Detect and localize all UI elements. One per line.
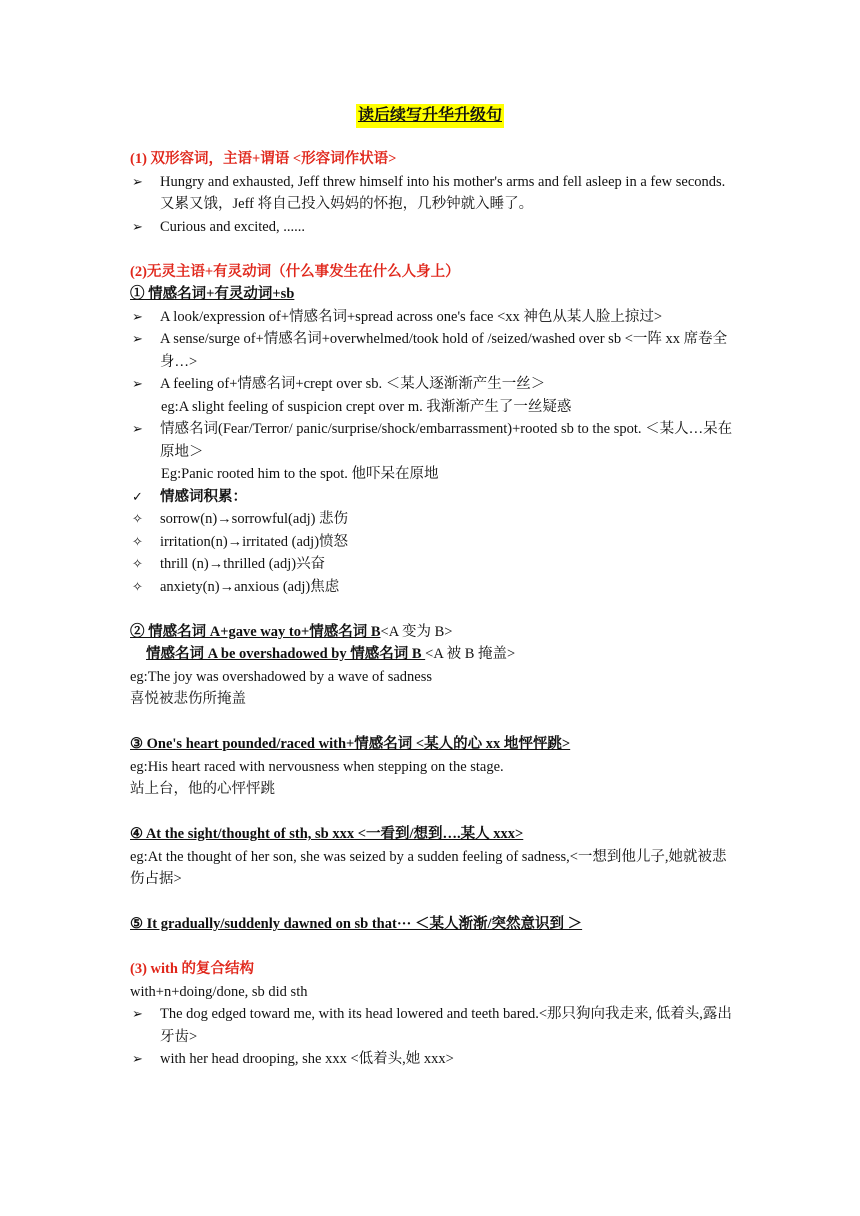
formula-line: with+n+doing/done, sb did sth	[130, 983, 308, 1000]
arrow-bullet-icon: ➢	[132, 421, 143, 436]
list-item	[130, 328, 735, 373]
star-bullet-icon: ✧	[132, 556, 143, 571]
document-body	[130, 148, 735, 1071]
section-1-heading: (1) 双形容词，主语+谓语 <形容词作状语>	[130, 151, 397, 167]
list-item	[130, 418, 735, 463]
list-item-text: A look/expression of+情感名词+spread across one's face <xx 神色从某人脸上掠过>	[160, 308, 663, 325]
list-item-text: A sense/surge of+情感名词+overwhelmed/took hold of /seized/washed over sb <一阵 xx 席卷全身…>	[160, 331, 728, 370]
subsection-4-heading: ④ At the sight/thought of sth, sb xxx <一看到/想到….某人 xxx>	[130, 826, 524, 842]
subsection-3-heading: ③ One's heart pounded/raced with+情感名词 <某人的心 xx 地怦怦跳>	[130, 736, 571, 752]
section-3-heading: (3) with 的复合结构	[130, 961, 255, 977]
list-item	[130, 306, 735, 329]
list-item	[130, 486, 735, 509]
word-item	[130, 531, 735, 554]
arrow-bullet-icon: ➢	[132, 376, 143, 391]
subsection-2-line-1	[130, 621, 735, 644]
list-item	[130, 1003, 735, 1048]
list-item	[130, 1048, 735, 1071]
word-item-text: irritation(n)→irritated (adj)愤怒	[160, 533, 349, 550]
arrow-bullet-icon: ➢	[132, 308, 143, 324]
list-item-text: Curious and excited, ......	[160, 218, 305, 235]
subsection-2-heading-alt: 情感名词 A be overshadowed by 情感名词 B	[146, 646, 426, 662]
word-item-text: thrill (n)→thrilled (adj)兴奋	[160, 556, 326, 572]
star-bullet-icon: ✧	[132, 533, 143, 549]
subsection-2-line-2	[130, 643, 735, 666]
subsection-1-heading: ① 情感名词+有灵动词+sb	[130, 286, 295, 302]
subsection-5-heading: ⑤ It gradually/suddenly dawned on sb that··· ＜某人渐渐/突然意识到 ＞	[130, 916, 583, 932]
list-item	[130, 216, 735, 239]
word-item	[130, 553, 735, 576]
section-2-heading: (2)无灵主语+有灵动词（什么事发生在什么人身上）	[130, 263, 460, 280]
list-item-text: The dog edged toward me, with its head lowered and teeth bared.<那只狗向我走来, 低着头,露出牙齿>	[160, 1006, 732, 1045]
list-item-text: with her head drooping, she xxx <低着头,她 xxx>	[160, 1051, 454, 1067]
arrow-bullet-icon: ➢	[132, 1006, 143, 1021]
word-item-text: anxiety(n)→anxious (adj)焦虑	[160, 578, 340, 595]
star-bullet-icon: ✧	[132, 511, 143, 526]
arrow-bullet-icon: ➢	[132, 173, 143, 189]
page-title: 读后续写升华升级句	[356, 104, 504, 128]
check-bullet-icon: ✓	[132, 488, 143, 504]
list-item	[130, 171, 735, 216]
arrow-bullet-icon: ➢	[132, 218, 143, 234]
list-item-text: Hungry and exhausted, Jeff threw himself into his mother's arms and fell asleep in a few seconds. 又累又饿，Jeff 将自己投入妈妈的怀抱，几秒钟就入睡了。	[160, 173, 726, 212]
word-item	[130, 576, 735, 599]
arrow-bullet-icon: ➢	[132, 1051, 143, 1066]
example-sentence: eg:At the thought of her son, she was seized by a sudden feeling of sadness,<一想到他儿子,她就被悲伤占据>	[130, 848, 727, 887]
word-item	[130, 508, 735, 531]
example-translation: 喜悦被悲伤所掩盖	[130, 691, 246, 707]
star-bullet-icon: ✧	[132, 578, 143, 594]
word-item-text: sorrow(n)→sorrowful(adj) 悲伤	[160, 511, 349, 527]
list-item-text: 情感名词(Fear/Terror/ panic/surprise/shock/embarrassment)+rooted sb to the spot. ＜某人…呆在原地＞	[160, 421, 733, 460]
subsection-2-note: <A 变为 B>	[380, 623, 453, 640]
arrow-bullet-icon: ➢	[132, 331, 143, 346]
list-item	[130, 373, 735, 396]
example-sentence: eg:The joy was overshadowed by a wave of sadness	[130, 668, 432, 685]
example-sentence: eg:His heart raced with nervousness when stepping on the stage.	[130, 758, 504, 775]
example-sentence: eg:A slight feeling of suspicion crept over m. 我渐渐产生了一丝疑惑	[161, 398, 572, 415]
subsection-2-heading: ② 情感名词 A+gave way to+情感名词 B	[130, 623, 381, 640]
example-sentence: Eg:Panic rooted him to the spot. 他吓呆在原地	[161, 466, 439, 482]
subsection-2-note-alt: <A 被 B 掩盖>	[425, 646, 516, 662]
list-item-text: A feeling of+情感名词+crept over sb. ＜某人逐渐渐产生一丝＞	[160, 376, 546, 392]
accumulation-label: 情感词积累：	[160, 488, 247, 505]
example-translation: 站上台，他的心怦怦跳	[130, 781, 275, 797]
title-container	[0, 104, 860, 128]
